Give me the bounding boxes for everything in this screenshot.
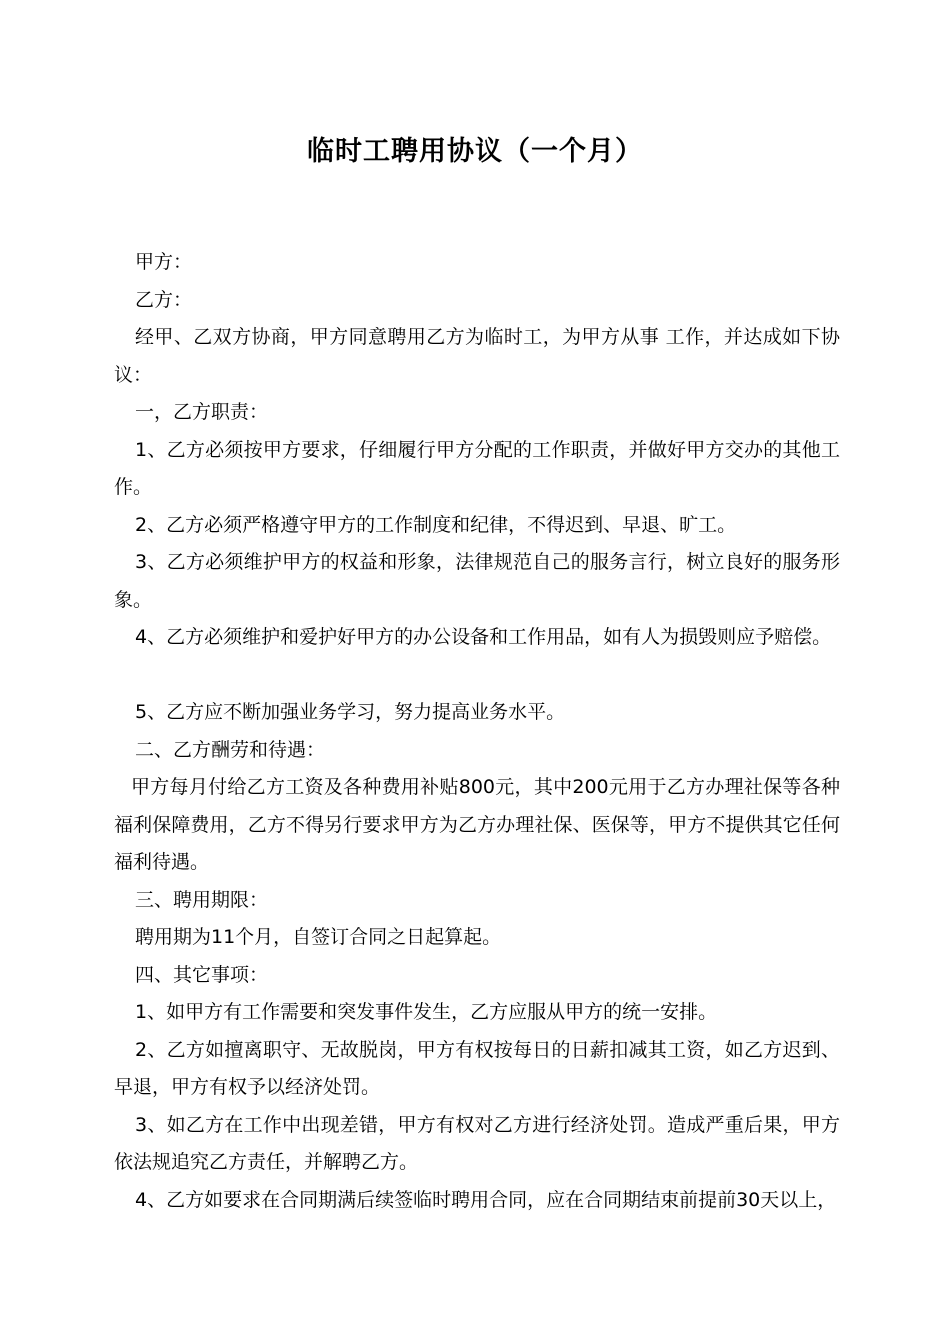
duty-item-2: 2、乙方必须严格遵守甲方的工作制度和纪律，不得迟到、早退、旷工。: [135, 513, 737, 536]
pay-paragraph: 甲方每月付给乙方工资及各种费用补贴800元，其中200元用于乙方办理社保等各种福利保障费用，乙方不得另行要求甲方为乙方办理社保、医保等，甲方不提供其它任何福利待遇。: [114, 776, 840, 873]
document-title: 临时工聘用协议（一个月）: [307, 136, 643, 167]
other-item-4: 4、乙方如要求在合同期满后续签临时聘用合同，应在合同期结束前提前30天以上，: [135, 1188, 837, 1211]
duty-item-4: 4、乙方必须维护和爱护好甲方的办公设备和工作用品，如有人为损毁则应予赔偿。: [135, 626, 832, 648]
section-heading-duties: 一，乙方职责：: [135, 401, 269, 423]
blank-line: [114, 657, 840, 695]
document-body: [114, 244, 840, 1219]
duty-item-1: 1、乙方必须按甲方要求，仔细履行甲方分配的工作职责，并做好甲方交办的其他工作。: [114, 438, 840, 498]
term-paragraph: 聘用期为11个月，自签订合同之日起算起。: [135, 926, 502, 948]
party-b-line: 乙方：: [135, 288, 193, 311]
other-item-1: 1、如甲方有工作需要和突发事件发生，乙方应服从甲方的统一安排。: [135, 1001, 718, 1023]
other-item-2: 2、乙方如擅离职守、无故脱岗，甲方有权按每日的日薪扣减其工资，如乙方迟到、早退，甲方有权予以经济处罚。: [114, 1038, 840, 1098]
section-heading-term: 三、聘用期限：: [135, 888, 269, 911]
duty-item-3: 3、乙方必须维护甲方的权益和形象，法律规范自己的服务言行，树立良好的服务形象。: [114, 551, 840, 611]
duty-item-5: 5、乙方应不断加强业务学习，努力提高业务水平。: [135, 701, 566, 723]
preamble-paragraph: 经甲、乙双方协商，甲方同意聘用乙方为临时工，为甲方从事 工作，并达成如下协议：: [114, 326, 840, 386]
other-item-3: 3、如乙方在工作中出现差错，甲方有权对乙方进行经济处罚。造成严重后果，甲方依法规追究乙方责任，并解聘乙方。: [114, 1113, 840, 1173]
party-a-line: 甲方：: [135, 251, 193, 273]
section-heading-pay: 二、乙方酬劳和待遇：: [135, 738, 326, 761]
section-heading-other: 四、其它事项：: [135, 963, 269, 986]
